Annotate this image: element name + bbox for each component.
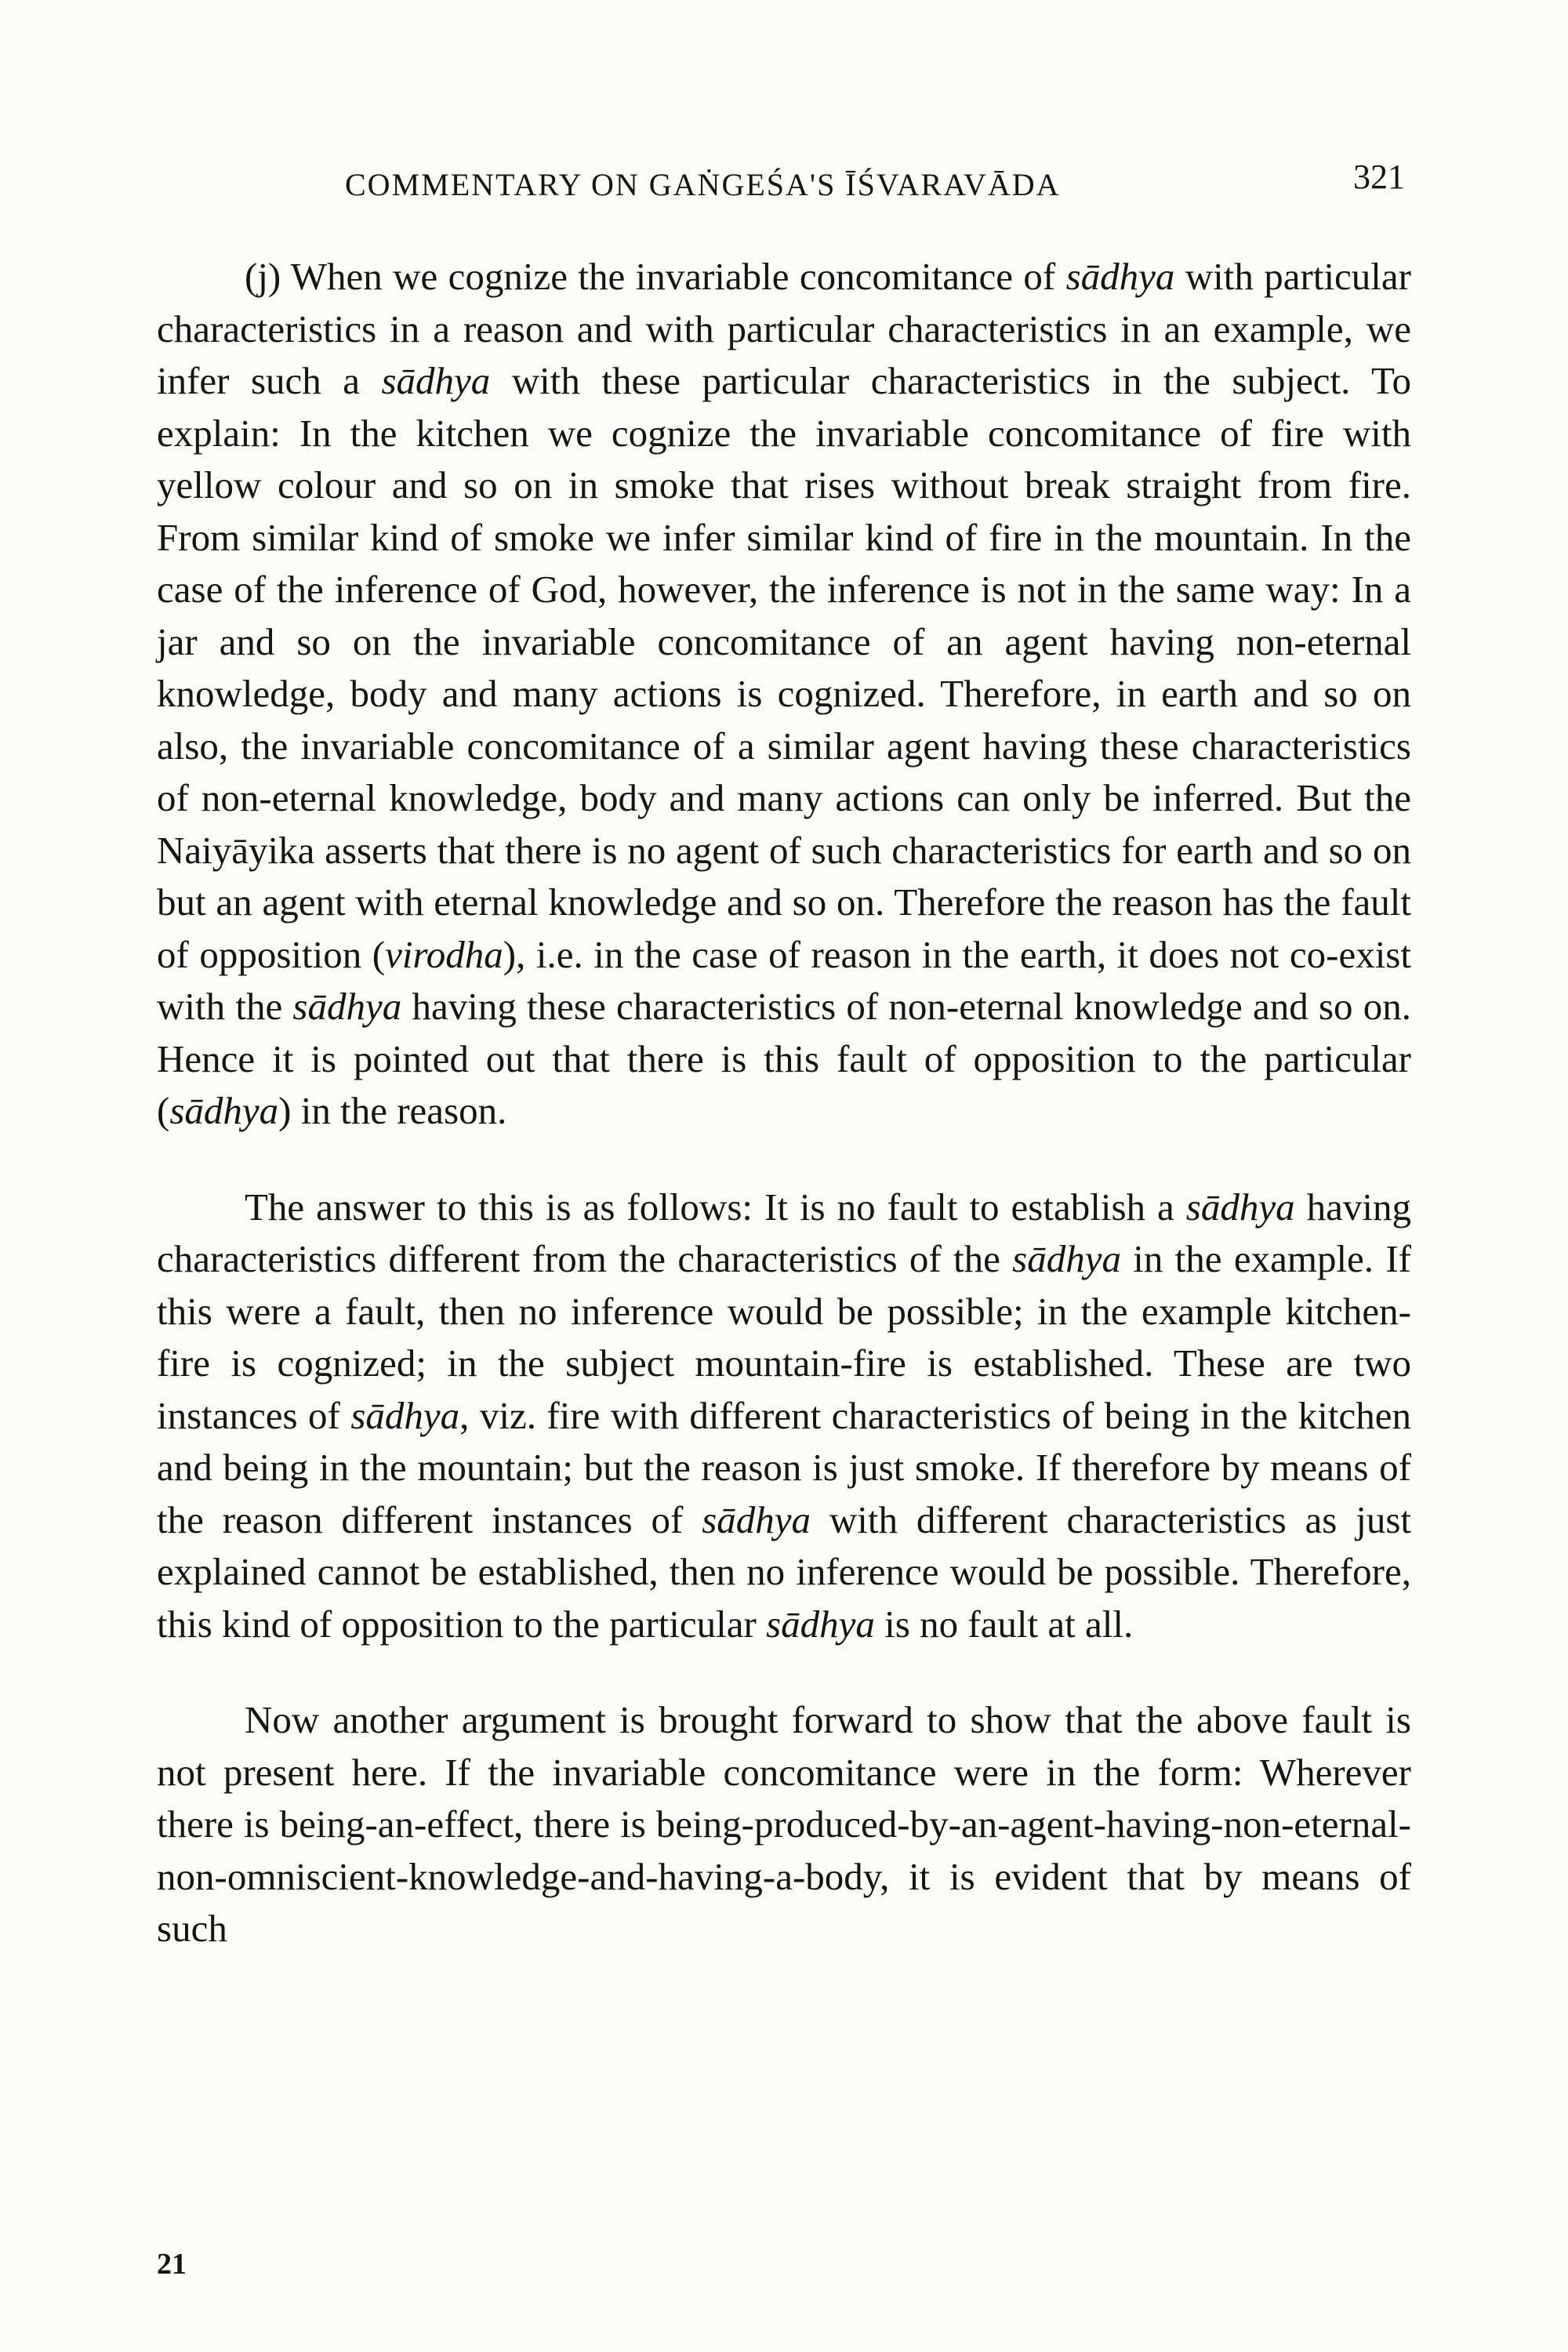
text-run: is no fault at all. <box>874 1602 1134 1646</box>
text-run: with these particular characteristics in the subject. To explain: In the kitchen we cognize the invariable concomitance of fire with yellow colour and so on in smoke that rises without break straight from fire. From similar kind of smoke we infer similar kind of fire in the mountain. In the case of the inference of God, however, the inference is not in the same way: In a jar and so on the invariable concomitance of an agent having non-eternal knowledge, body and many actions is cognized. Therefore, in earth and so on also, the invariable concomitance of a similar agent having these characteristics of non-eternal knowledge, body and many actions can only be inferred. But the Naiyāyika asserts that there is no agent of such characteristics for earth and so on but an agent with eternal knowledge and so on. Therefore the reason has the fault of opposition ( <box>157 359 1411 976</box>
italic-term: sādhya <box>350 1393 460 1437</box>
page-body <box>157 251 1411 1955</box>
signature-mark: 21 <box>157 2248 187 2281</box>
italic-term: sādhya <box>169 1089 279 1132</box>
italic-term: sādhya <box>1012 1237 1121 1280</box>
text-run: with different characteristics as just explained cannot be established, then no inference would be possible. Therefore, this kind of opposition to the particular <box>157 1497 1411 1646</box>
italic-term: sādhya <box>1185 1185 1295 1229</box>
book-page <box>157 149 1411 2313</box>
italic-term: sādhya <box>1065 255 1175 298</box>
paragraph-1 <box>157 251 1411 1138</box>
italic-term: sādhya <box>702 1497 811 1541</box>
italic-term: virodha <box>385 932 503 976</box>
text-run: Now another argument is brought forward to show that the above fault is not present here. If the invariable concomitance were in the form: Wherever there is being-an-effect, there is being-produced-by-an-agent-having-non-eternal-non-omniscient-knowledge-and-having-a-body, it is evident that by means of such <box>157 1698 1411 1950</box>
text-run: The answer to this is as follows: It is no fault to establish a <box>245 1185 1186 1229</box>
italic-term: sādhya <box>381 359 491 402</box>
text-run: in the example. If this were a fault, then no inference would be possible; in the example kitchen-fire is cognized; in the subject mountain-fire is established. These are two instances of <box>157 1237 1411 1437</box>
text-run: having characteristics different from the characteristics of the <box>157 1185 1411 1280</box>
page-number: 321 <box>1353 158 1405 196</box>
text-run: having these characteristics of non-eternal knowledge and so on. Hence it is pointed out that there is this fault of opposition to the particular ( <box>157 985 1411 1132</box>
italic-term: sādhya <box>292 985 402 1028</box>
paragraph-3 <box>157 1694 1411 1955</box>
page-header <box>157 149 1411 220</box>
text-run: (j) When we cognize the invariable concomitance of <box>245 255 1066 298</box>
italic-term: sādhya <box>766 1602 875 1646</box>
running-head: COMMENTARY ON GAṄGEŚA'S ĪŚVARAVĀDA <box>345 167 1061 202</box>
paragraph-2 <box>157 1181 1411 1651</box>
text-run: , viz. fire with different characteristics of being in the kitchen and being in the mountain; but the reason is just smoke. If therefore by means of the reason different instances of <box>157 1393 1411 1541</box>
text-run: with particular characteristics in a reason and with particular characteristics in an example, we infer such a <box>157 255 1411 402</box>
text-run: ) in the reason. <box>278 1089 507 1132</box>
text-run: ), i.e. in the case of reason in the earth, it does not co-exist with the <box>157 932 1411 1028</box>
